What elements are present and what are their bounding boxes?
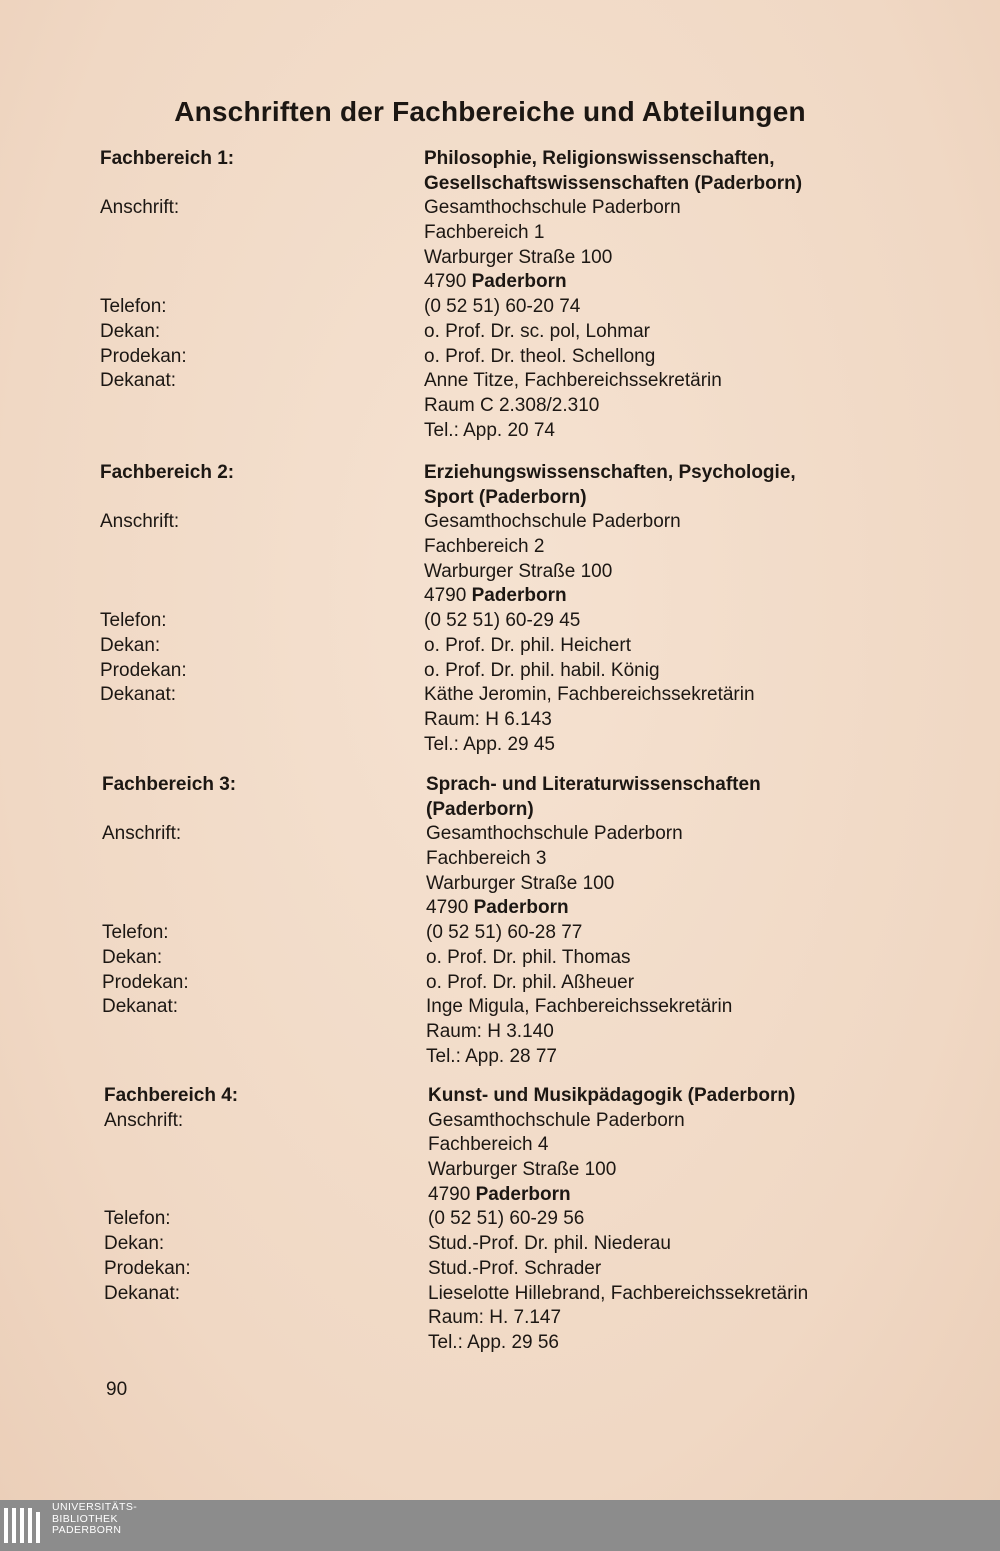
- address-line: Gesamthochschule Paderborn: [426, 823, 683, 845]
- dekanat-line: Tel.: App. 20 74: [424, 419, 555, 441]
- label-anschrift: Anschrift:: [100, 511, 180, 533]
- section-name-line: Sprach- und Literaturwissenschaften: [426, 774, 761, 795]
- address-line: Gesamthochschule Paderborn: [424, 197, 681, 219]
- prodekan-value: o. Prof. Dr. phil. habil. König: [424, 659, 660, 681]
- library-logo-text: [52, 1502, 137, 1537]
- section-fachbereich-3: [102, 773, 902, 1069]
- section-fachbereich-2: [100, 461, 900, 757]
- address-line: Fachbereich 3: [426, 848, 547, 870]
- dekanat-line: Käthe Jeromin, Fachbereichssekretärin: [424, 684, 755, 706]
- dekanat-line: Lieselotte Hillebrand, Fachbereichssekretärin: [428, 1282, 809, 1304]
- library-footer-bar: [0, 1500, 1000, 1551]
- telefon-value: (0 52 51) 60-28 77: [426, 922, 583, 944]
- page-number: 90: [106, 1379, 128, 1400]
- address-city-line: [424, 584, 567, 609]
- prodekan-value: o. Prof. Dr. phil. Aßheuer: [426, 971, 635, 993]
- address-line: Warburger Straße 100: [424, 560, 613, 582]
- postcode: 4790: [424, 585, 467, 607]
- label-dekanat: Dekanat:: [100, 370, 177, 392]
- address-city-line: [426, 896, 569, 921]
- logo-line: PADERBORN: [52, 1524, 122, 1536]
- telefon-value: (0 52 51) 60-20 74: [424, 296, 581, 318]
- label-telefon: Telefon:: [102, 922, 169, 944]
- dekan-value: Stud.-Prof. Dr. phil. Niederau: [428, 1233, 671, 1255]
- section-name-line: Sport (Paderborn): [424, 486, 587, 508]
- postcode: 4790: [424, 271, 467, 293]
- library-logo-icon: [2, 1504, 48, 1547]
- address-line: Fachbereich 1: [424, 222, 545, 244]
- label-anschrift: Anschrift:: [100, 197, 180, 219]
- address-line: Fachbereich 2: [424, 536, 545, 558]
- address-line: Gesamthochschule Paderborn: [424, 511, 681, 533]
- label-telefon: Telefon:: [100, 296, 167, 318]
- dekan-value: o. Prof. Dr. phil. Heichert: [424, 634, 631, 656]
- section-name-line: Philosophie, Religionswissenschaften,: [424, 148, 775, 169]
- address-line: Warburger Straße 100: [426, 872, 615, 894]
- label-prodekan: Prodekan:: [102, 971, 189, 993]
- dekan-value: o. Prof. Dr. phil. Thomas: [426, 946, 631, 968]
- label-prodekan: Prodekan:: [100, 659, 187, 681]
- dekanat-line: Raum: H 6.143: [424, 708, 552, 730]
- label-dekanat: Dekanat:: [102, 996, 179, 1018]
- section-fachbereich-4: [104, 1084, 904, 1356]
- city: Paderborn: [475, 1183, 571, 1205]
- dekanat-line: Anne Titze, Fachbereichssekretärin: [424, 370, 722, 392]
- label-dekanat: Dekanat:: [104, 1282, 181, 1304]
- dekanat-line: Tel.: App. 29 45: [424, 733, 555, 755]
- address-line: Fachbereich 4: [428, 1134, 549, 1156]
- telefon-value: (0 52 51) 60-29 56: [428, 1208, 585, 1230]
- label-dekanat: Dekanat:: [100, 684, 177, 706]
- postcode: 4790: [428, 1183, 471, 1205]
- label-dekan: Dekan:: [100, 320, 161, 342]
- dekan-value: o. Prof. Dr. sc. pol, Lohmar: [424, 320, 650, 342]
- section-name-line: Erziehungswissenschaften, Psychologie,: [424, 462, 796, 483]
- dekanat-line: Raum C 2.308/2.310: [424, 394, 600, 416]
- city: Paderborn: [471, 585, 567, 607]
- dekanat-line: Raum: H 3.140: [426, 1020, 554, 1042]
- section-fachbereich-1: [100, 147, 900, 443]
- logo-line: BIBLIOTHEK: [52, 1512, 118, 1525]
- label-telefon: Telefon:: [104, 1208, 171, 1230]
- section-heading: Fachbereich 4:: [104, 1085, 239, 1106]
- label-telefon: Telefon:: [100, 610, 167, 632]
- label-dekan: Dekan:: [104, 1233, 165, 1255]
- section-heading: Fachbereich 3:: [102, 774, 237, 795]
- dekanat-line: Raum: H. 7.147: [428, 1307, 562, 1329]
- section-name-line: Gesellschaftswissenschaften (Paderborn): [424, 172, 803, 194]
- dekanat-line: Inge Migula, Fachbereichssekretärin: [426, 996, 733, 1018]
- address-line: Gesamthochschule Paderborn: [428, 1109, 685, 1131]
- address-city-line: [424, 270, 567, 295]
- label-dekan: Dekan:: [102, 946, 163, 968]
- label-anschrift: Anschrift:: [104, 1109, 184, 1131]
- section-heading: Fachbereich 1:: [100, 148, 235, 169]
- section-name-line: Kunst- und Musikpädagogik (Paderborn): [428, 1085, 796, 1106]
- dekanat-line: Tel.: App. 28 77: [426, 1045, 557, 1067]
- logo-line: UNIVERSITÄTS-: [52, 1501, 138, 1513]
- label-prodekan: Prodekan:: [104, 1257, 191, 1279]
- label-dekan: Dekan:: [100, 634, 161, 656]
- label-anschrift: Anschrift:: [102, 823, 182, 845]
- city: Paderborn: [473, 897, 569, 919]
- section-name-line: (Paderborn): [426, 798, 534, 820]
- address-line: Warburger Straße 100: [424, 246, 613, 268]
- address-city-line: [428, 1183, 571, 1208]
- telefon-value: (0 52 51) 60-29 45: [424, 610, 581, 632]
- page-title: Anschriften der Fachbereiche und Abteilungen: [174, 96, 806, 127]
- address-line: Warburger Straße 100: [428, 1159, 617, 1181]
- city: Paderborn: [471, 271, 567, 293]
- section-heading: Fachbereich 2:: [100, 462, 235, 483]
- dekanat-line: Tel.: App. 29 56: [428, 1331, 559, 1353]
- label-prodekan: Prodekan:: [100, 345, 187, 367]
- prodekan-value: Stud.-Prof. Schrader: [428, 1257, 602, 1279]
- prodekan-value: o. Prof. Dr. theol. Schellong: [424, 345, 656, 367]
- postcode: 4790: [426, 897, 469, 919]
